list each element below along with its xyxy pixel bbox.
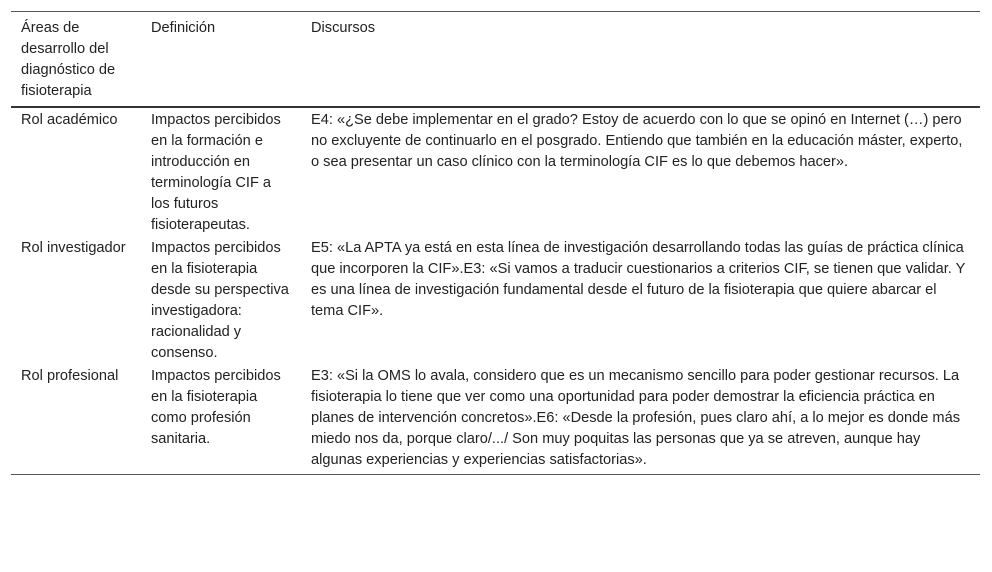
row-definition: Impactos percibidos en la fisioterapia como profesión sanitaria. <box>151 368 281 447</box>
table-container <box>11 11 980 475</box>
header-areas: Áreas de desarrollo del diagnóstico de fisioterapia <box>21 20 116 99</box>
header-definition: Definición <box>151 20 216 36</box>
table-row <box>11 107 980 236</box>
header-discourses: Discursos <box>311 20 376 36</box>
row-definition: Impactos percibidos en la formación e introducción en terminología CIF a los futuros fisioterapeutas. <box>151 112 281 233</box>
table-header <box>11 12 980 108</box>
row-definition: Impactos percibidos en la fisioterapia desde su perspectiva investigadora: racionalidad y consenso. <box>151 240 289 361</box>
table-row <box>11 236 980 364</box>
header-row <box>11 12 980 108</box>
row-area: Rol académico <box>21 112 118 128</box>
row-discourse: E3: «Si la OMS lo avala, considero que es un mecanismo sencillo para poder gestionar recursos. La fisioterapia lo tiene que ver como una oportunidad para poder demostrar la eficiencia práctica en planes de intervención concretos».E6: «Desde la profesión, pues claro ahí, a lo mejor es donde más miedo nos da, porque claro/.../ Son muy poquitas las personas que ya se atreven, aunque hay algunas experiencias y experiencias satisfactorias». <box>311 368 960 468</box>
table-body <box>11 107 980 475</box>
row-area: Rol profesional <box>21 368 119 384</box>
row-discourse: E4: «¿Se debe implementar en el grado? Estoy de acuerdo con lo que se opinó en Internet (…) pero no excluyente de continuarlo en el posgrado. Entiendo que también en la educación máster, experto, o sea presentar un caso clínico con la terminología CIF es lo que debemos hacer». <box>311 112 963 170</box>
row-area: Rol investigador <box>21 240 126 256</box>
table-row <box>11 364 980 475</box>
diagnosis-areas-table <box>11 11 980 475</box>
row-discourse: E5: «La APTA ya está en esta línea de investigación desarrollando todas las guías de práctica clínica que incorporen la CIF».E3: «Si vamos a traducir cuestionarios a criterios CIF, se tienen que validar. Y es una línea de investigación fundamental desde el futuro de la fisioterapia que quiere abarcar el tema CIF». <box>311 240 966 319</box>
